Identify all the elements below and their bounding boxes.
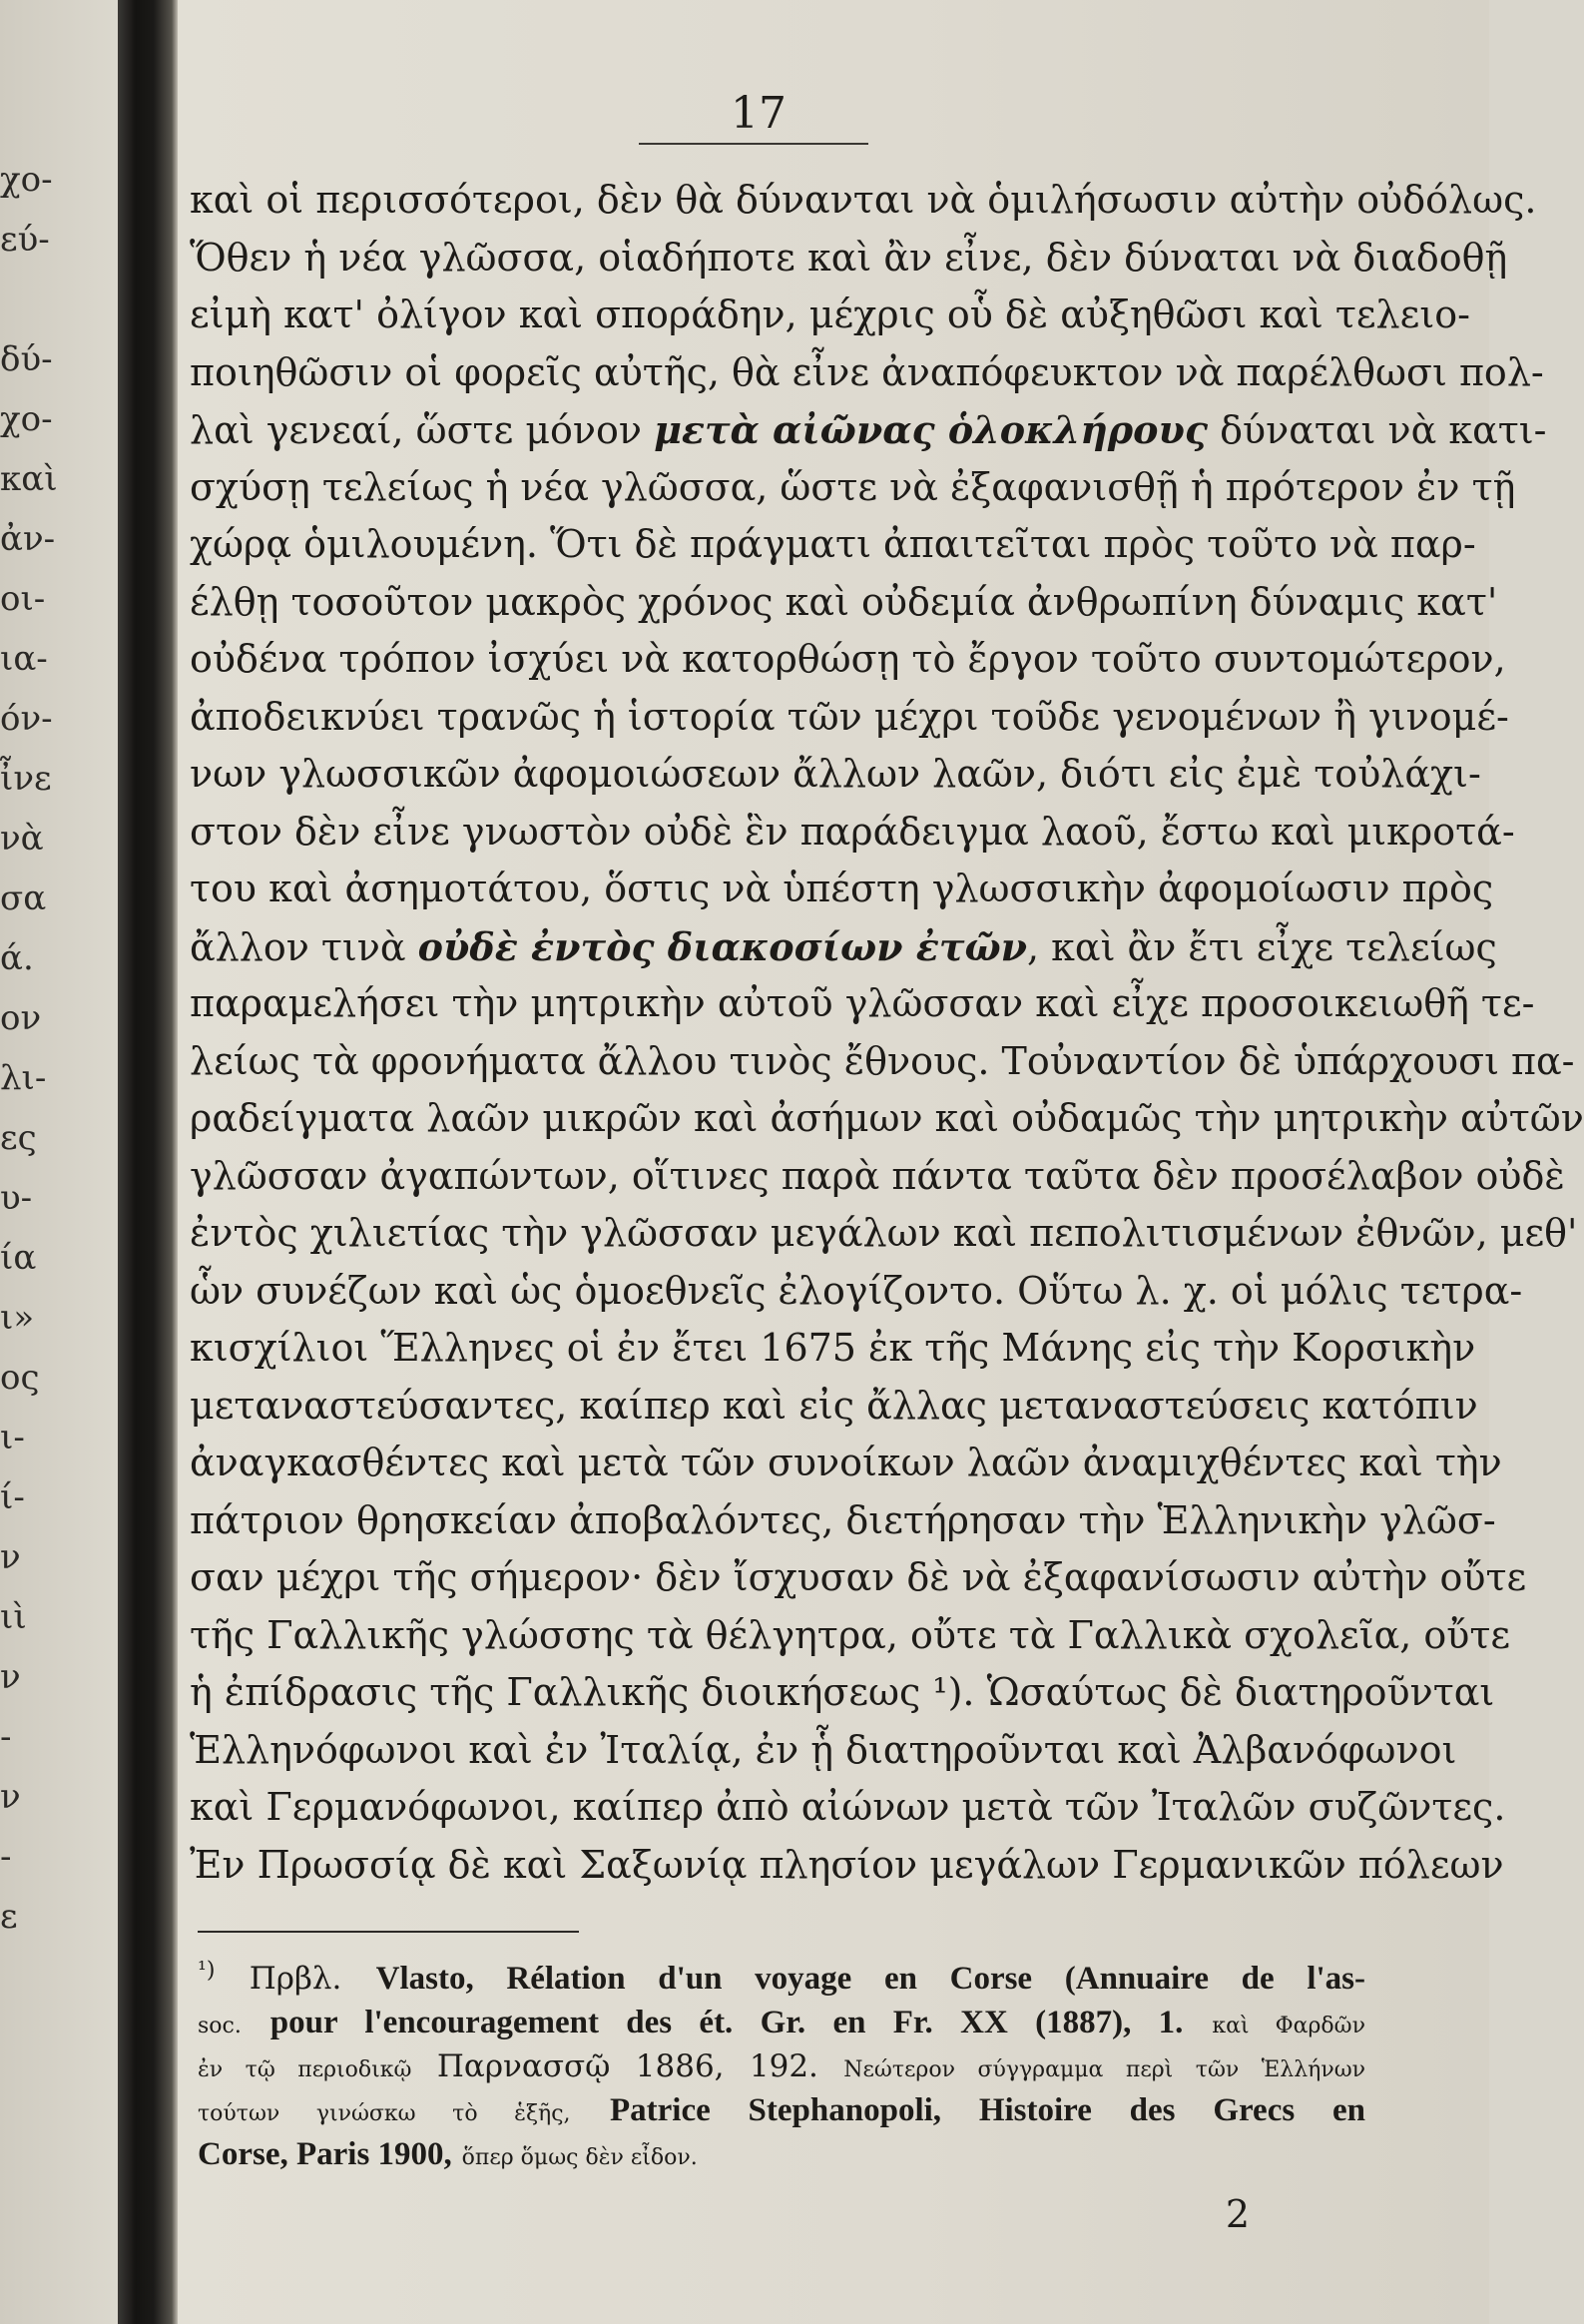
footnote-note-e: ὅπερ ὅμως δὲν εἶδον. bbox=[461, 2145, 698, 2170]
text-line bbox=[190, 401, 1547, 459]
main-text-block bbox=[190, 172, 1584, 1894]
margin-fragment: ος bbox=[0, 1358, 40, 1398]
text-line: τῆς Γαλλικῆς γλώσσης τὰ θέλγητρα, οὔτε τὰ Γαλλικὰ σχολεῖα, οὔτε bbox=[190, 1612, 1511, 1657]
margin-fragment: οι- bbox=[0, 579, 46, 619]
text-line: σαν μέχρι τῆς σήμερον· δὲν ἴσχυσαν δὲ νὰ ἐξαφανίσωσιν αὐτὴν οὔτε bbox=[190, 1555, 1527, 1599]
footnote-marker: ¹) bbox=[198, 1958, 216, 1984]
text-line bbox=[190, 918, 1497, 976]
footnote-note-c: Νεώτερον σύγγραμμα περὶ τῶν Ἑλλήνων bbox=[843, 2057, 1366, 2082]
text-line: εἰμὴ κατ' ὀλίγον καὶ σποράδην, μέχρις οὗ δὲ αὐξηθῶσι καὶ τελειο- bbox=[190, 292, 1470, 336]
margin-fragment: υ- bbox=[0, 1178, 33, 1218]
margin-fragment: εύ- bbox=[0, 220, 50, 260]
previous-page-margin-fragments bbox=[0, 150, 110, 1947]
text-line: Ἐν Πρωσσίᾳ δὲ καὶ Σαξωνίᾳ πλησίον μεγάλων Γερμανικῶν πόλεων bbox=[190, 1842, 1504, 1887]
margin-fragment: - bbox=[0, 1717, 12, 1757]
footnote-abbrev: soc. bbox=[198, 2014, 242, 2038]
footnote-citation-4: Corse, Paris 1900, bbox=[198, 2136, 452, 2172]
header-rule bbox=[639, 143, 868, 145]
margin-fragment: ά. bbox=[0, 938, 34, 978]
text-span: δύναται νὰ κατι- bbox=[1208, 408, 1547, 452]
footnote-note-b: ἐν τῷ περιοδικῷ bbox=[198, 2057, 412, 2082]
margin-fragment: - bbox=[0, 1837, 12, 1877]
margin-fragment: όν- bbox=[0, 699, 53, 739]
margin-fragment: χο- bbox=[0, 399, 53, 439]
text-span: , καὶ ἂν ἔτι εἶχε τελείως bbox=[1027, 924, 1497, 969]
margin-fragment: χο- bbox=[0, 160, 53, 200]
margin-fragment: ία bbox=[0, 1238, 37, 1278]
margin-fragment: ν bbox=[0, 1657, 21, 1697]
margin-fragment: ι- bbox=[0, 1418, 25, 1457]
book-gutter-shadow bbox=[118, 0, 178, 2324]
text-line: στον δὲν εἶνε γνωστὸν οὐδὲ ἓν παράδειγμα λαοῦ, ἔστω καὶ μικροτά- bbox=[190, 809, 1515, 854]
text-line: ἀναγκασθέντες καὶ μετὰ τῶν συνοίκων λαῶν ἀναμιχθέντες καὶ τὴν bbox=[190, 1441, 1502, 1484]
text-line: έλθῃ τοσοῦτον μακρὸς χρόνος καὶ οὐδεμία ἀνθρωπίνη δύναμις κατ' bbox=[190, 579, 1498, 624]
text-line: Ἑλληνόφωνοι καὶ ἐν Ἰταλίᾳ, ἐν ᾗ διατηροῦνται καὶ Ἀλβανόφωνοι bbox=[190, 1727, 1457, 1772]
text-line: ἡ ἐπίδρασις τῆς Γαλλικῆς διοικήσεως ¹). Ὡσαύτως δὲ διατηροῦνται bbox=[190, 1670, 1495, 1714]
text-line: χώρᾳ ὁμιλουμένη. Ὅτι δὲ πράγματι ἀπαιτεῖται πρὸς τοῦτο νὰ παρ- bbox=[190, 522, 1476, 566]
margin-fragment: ν bbox=[0, 1537, 21, 1577]
margin-fragment: ν bbox=[0, 1777, 21, 1817]
text-line: ὧν συνέζων καὶ ὡς ὁμοεθνεῖς ἐλογίζοντο. Οὕτω λ. χ. οἱ μόλις τετρα- bbox=[190, 1268, 1523, 1313]
footnote-note-d: τούτων γινώσκω τὸ ἑξῆς, bbox=[198, 2101, 571, 2126]
text-line: οὐδένα τρόπον ἰσχύει νὰ κατορθώσῃ τὸ ἔργον τοῦτο συντομώτερον, bbox=[190, 637, 1506, 681]
text-line: του καὶ ἀσημοτάτου, ὅστις νὰ ὑπέστη γλωσσικὴν ἀφομοίωσιν πρὸς bbox=[190, 867, 1494, 910]
emphasized-phrase: οὐδὲ ἐντὸς διακοσίων ἐτῶν bbox=[417, 923, 1027, 969]
text-line: νων γλωσσικῶν ἀφομοιώσεων ἄλλων λαῶν, διότι εἰς ἐμὲ τοὐλάχι- bbox=[190, 752, 1481, 796]
text-line: ἐντὸς χιλιετίας τὴν γλῶσσαν μεγάλων καὶ πεπολιτισμένων ἐθνῶν, μεθ' bbox=[190, 1211, 1578, 1255]
emphasized-phrase: μετὰ αἰῶνας ὁλοκλήρους bbox=[654, 407, 1209, 452]
margin-fragment: ιὶ bbox=[0, 1597, 27, 1637]
margin-fragment: ι» bbox=[0, 1298, 35, 1338]
footnote-rule bbox=[198, 1931, 579, 1933]
footnote-periodical: Παρνασσῷ 1886, 192. bbox=[436, 2048, 818, 2084]
text-line: πάτριον θρησκείαν ἀποβαλόντες, διετήρησαν τὴν Ἑλληνικὴν γλῶσ- bbox=[190, 1497, 1496, 1542]
text-line: Ὅθεν ἡ νέα γλῶσσα, οἱαδήποτε καὶ ἂν εἶνε, δὲν δύναται νὰ διαδοθῇ bbox=[190, 235, 1508, 280]
text-line: κισχίλιοι Ἕλληνες οἱ ἐν ἔτει 1675 ἐκ τῆς Μάνης εἰς τὴν Κορσικὴν bbox=[190, 1326, 1476, 1370]
page-number: 17 bbox=[731, 88, 787, 139]
text-line: σχύσῃ τελείως ἡ νέα γλῶσσα, ὥστε νὰ ἐξαφανισθῇ ἡ πρότερον ἐν τῇ bbox=[190, 464, 1516, 509]
footnote-citation-1: Vlasto, Rélation d'un voyage en Corse (Annuaire de l'as- bbox=[375, 1961, 1366, 1997]
margin-fragment: ια- bbox=[0, 639, 48, 679]
text-line: γλῶσσαν ἀγαπώντων, οἵτινες παρὰ πάντα ταῦτα δὲν προσέλαβον οὐδὲ bbox=[190, 1153, 1565, 1198]
margin-fragment: ε bbox=[0, 1897, 18, 1937]
margin-fragment: δύ- bbox=[0, 339, 53, 379]
text-line: καὶ οἱ περισσότεροι, δὲν θὰ δύνανται νὰ ὁμιλήσωσιν αὐτὴν οὐδόλως. bbox=[190, 178, 1537, 222]
text-line: ραδείγματα λαῶν μικρῶν καὶ ἀσήμων καὶ οὐδαμῶς τὴν μητρικὴν αὐτῶν bbox=[190, 1096, 1584, 1140]
margin-fragment: λι- bbox=[0, 1058, 47, 1098]
footnote-citation-3: Patrice Stephanopoli, Histoire des Grecs en bbox=[609, 2092, 1365, 2128]
margin-fragment: ί- bbox=[0, 1477, 25, 1517]
signature-mark: 2 bbox=[1225, 2192, 1251, 2236]
text-line: παραμελήσει τὴν μητρικὴν αὐτοῦ γλῶσσαν καὶ εἶχε προσοικειωθῆ τε- bbox=[190, 981, 1535, 1025]
text-line: λείως τὰ φρονήματα ἄλλου τινὸς ἔθνους. Τοὐναντίον δὲ ὑπάρχουσι πα- bbox=[190, 1038, 1575, 1083]
margin-fragment: σα bbox=[0, 878, 47, 918]
text-span: λαὶ γενεαί, ὥστε μόνον bbox=[190, 408, 655, 452]
margin-fragment bbox=[0, 270, 110, 329]
text-line: ἀποδεικνύει τρανῶς ἡ ἱστορία τῶν μέχρι τοῦδε γενομένων ἢ γινομέ- bbox=[190, 694, 1509, 739]
text-line: ποιηθῶσιν οἱ φορεῖς αὐτῆς, θὰ εἶνε ἀναπόφευκτον νὰ παρέλθωσι πολ- bbox=[190, 349, 1544, 394]
margin-fragment: νὰ bbox=[0, 819, 44, 859]
margin-fragment: καὶ bbox=[0, 459, 58, 499]
margin-fragment: ες bbox=[0, 1118, 37, 1158]
footnote-citation-2: pour l'encouragement des ét. Gr. en Fr. XX (1887), 1. bbox=[269, 2005, 1184, 2040]
text-line: μεταναστεύσαντες, καίπερ καὶ εἰς ἄλλας μεταναστεύσεις κατόπιν bbox=[190, 1383, 1478, 1428]
footnote-note-a: καὶ Φαρδῶν bbox=[1212, 2014, 1365, 2038]
margin-fragment: ἀν- bbox=[0, 519, 56, 559]
text-line: καὶ Γερμανόφωνοι, καίπερ ἀπὸ αἰώνων μετὰ τῶν Ἰταλῶν συζῶντες. bbox=[190, 1785, 1506, 1829]
margin-fragment: ἶνε bbox=[0, 759, 52, 799]
text-span: ἄλλον τινὰ bbox=[190, 924, 418, 969]
footnote bbox=[198, 1957, 1365, 2176]
footnote-cf: Πρβλ. bbox=[249, 1961, 342, 1997]
margin-fragment: ον bbox=[0, 998, 42, 1038]
